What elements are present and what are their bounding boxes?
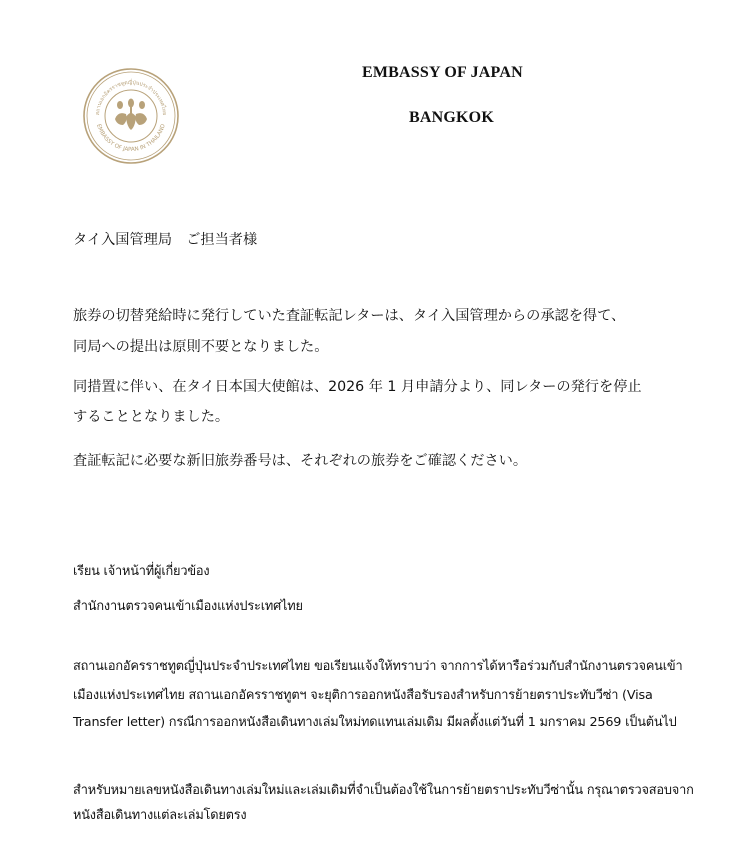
- thai-paragraph-1-line-3: Transfer letter) กรณีการออกหนังสือเดินทางเล่มใหม่ทดแทนเล่มเดิม มีผลตั้งแต่วันที่ 1 มกราคม 2569 เป็นต้นไป: [73, 715, 677, 730]
- thai-paragraph-2-line-2: หนังสือเดินทางแต่ละเล่มโดยตรง: [73, 808, 247, 823]
- paulownia-crest-icon: [115, 99, 147, 131]
- thai-paragraph-1-line-2: เมืองแห่งประเทศไทย สถานเอกอัครราชทูตฯ จะยุติการออกหนังสือรับรองสำหรับการย้ายตราประทับวีซ่า (Visa: [73, 688, 653, 703]
- seal-english-text: EMBASSY OF JAPAN IN THAILAND: [95, 123, 167, 154]
- embassy-seal: [82, 67, 180, 165]
- thai-office: สำนักงานตรวจคนเข้าเมืองแห่งประเทศไทย: [73, 599, 303, 614]
- seal-thai-text: สถานเอกอัครราชทูตญี่ปุ่นประจำประเทศไทย: [94, 79, 168, 116]
- japanese-paragraph-1-line-1: 旅券の切替発給時に発行していた査証転記レターは、タイ入国管理からの承認を得て、: [73, 308, 626, 324]
- japanese-paragraph-1-line-2: 同局への提出は原則不要となりました。: [73, 339, 329, 355]
- thai-salutation: เรียน เจ้าหน้าที่ผู้เกี่ยวข้อง: [73, 564, 210, 579]
- thai-paragraph-2-line-1: สำหรับหมายเลขหนังสือเดินทางเล่มใหม่และเล่มเดิมที่จำเป็นต้องใช้ในการย้ายตราประทับวีซ่านั้น กรุณาตรวจสอบจาก: [73, 783, 694, 798]
- japanese-paragraph-2-line-1: 同措置に伴い、在タイ日本国大使館は、2026 年 1 月申請分より、同レターの発行を停止: [73, 379, 642, 395]
- thai-paragraph-1-line-1: สถานเอกอัครราชทูตญี่ปุ่นประจำประเทศไทย ขอเรียนแจ้งให้ทราบว่า จากการได้หารือร่วมกับสำนักงานตรวจคนเข้า: [73, 659, 683, 674]
- embassy-title: EMBASSY OF JAPAN: [362, 64, 523, 81]
- japanese-paragraph-3: 査証転記に必要な新旧旅券番号は、それぞれの旅券をご確認ください。: [73, 453, 528, 469]
- embassy-city: BANGKOK: [409, 109, 494, 126]
- japanese-addressee: タイ入国管理局 ご担当者様: [73, 232, 258, 248]
- japanese-paragraph-2-line-2: することとなりました。: [73, 409, 230, 425]
